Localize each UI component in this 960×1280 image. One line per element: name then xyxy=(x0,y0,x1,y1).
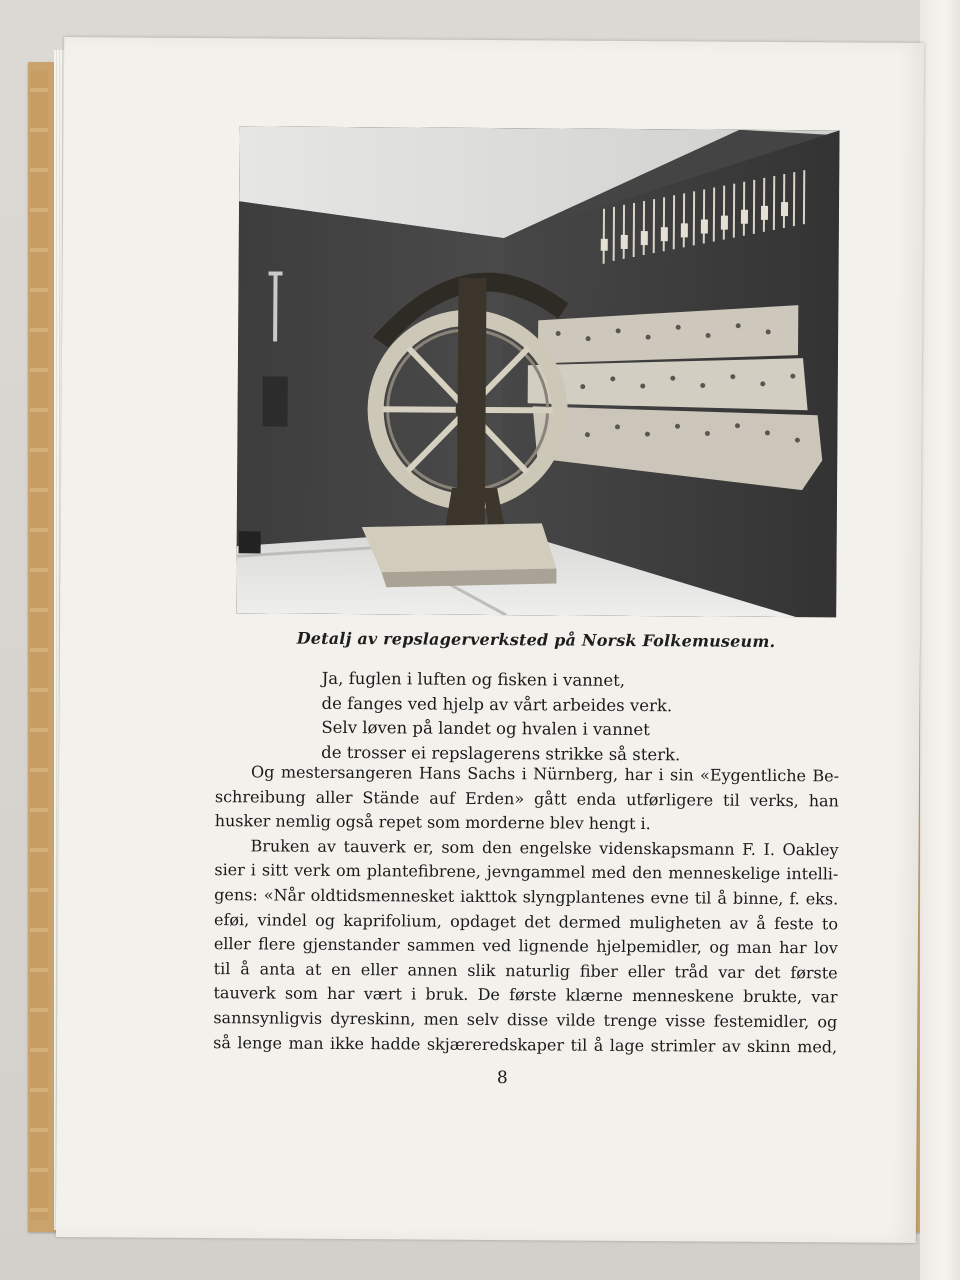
paragraph-line: sier i sitt verk om plantefibrene, jevngammel med den menneskelige intelli- xyxy=(214,860,839,884)
paragraph-line: eføi, vindel og kaprifolium, opdaget det dermed muligheten av å feste to xyxy=(213,909,839,933)
figure-caption: Detalj av repslagerverksted på Norsk Folkemuseum. xyxy=(296,628,776,651)
paragraph-line: eller flere gjenstander sammen ved lignende hjelpemidler, og man har lov xyxy=(213,934,838,958)
body-text xyxy=(213,760,839,1059)
paragraph-line: schreibung aller Stände auf Erden» gått enda utførligere til verks, han xyxy=(214,786,839,811)
poem-line: de trosser ei repslagerens strikke så sterk. xyxy=(321,742,681,764)
paragraph-line: husker nemlig også repet som morderne blev hengt i. xyxy=(214,811,651,834)
poem-line: de fanges ved hjelp av vårt arbeides verk. xyxy=(321,693,673,715)
facing-page-edge xyxy=(920,0,960,1280)
page-number: 8 xyxy=(496,1068,508,1089)
poem-line: Selv løven på landet og hvalen i vannet xyxy=(321,717,650,740)
poem-line: Ja, fuglen i luften og fisken i vannet, xyxy=(321,668,626,690)
paragraph-line: så lenge man ikke hadde skjæreredskaper til å lage strimler av skinn med, xyxy=(213,1032,838,1056)
paragraph-line: gens: «Når oldtidsmennesket iakttok slyngplantenes evne til å binne, f. eks. xyxy=(214,885,839,909)
paragraph-line: sannsynligvis dyreskinn, men selv disse vilde trenge visse festemidler, og xyxy=(213,1008,838,1032)
cover-pattern xyxy=(30,70,48,1220)
paragraph-line: Bruken av tauverk er, som den engelske videnskapsmann F. I. Oakley xyxy=(250,836,839,860)
workshop-photograph xyxy=(236,126,839,617)
paragraph-line: til å anta at en eller annen slik naturlig fiber eller tråd var det første xyxy=(213,958,838,983)
paragraph-line: Og mestersangeren Hans Sachs i Nürnberg, har i sin «Eygentliche Be- xyxy=(251,762,840,786)
paragraph-line: tauverk som har vært i bruk. De første klærne menneskene brukte, var xyxy=(213,983,838,1007)
book-page xyxy=(56,37,924,1243)
poem-stanza xyxy=(321,667,782,768)
